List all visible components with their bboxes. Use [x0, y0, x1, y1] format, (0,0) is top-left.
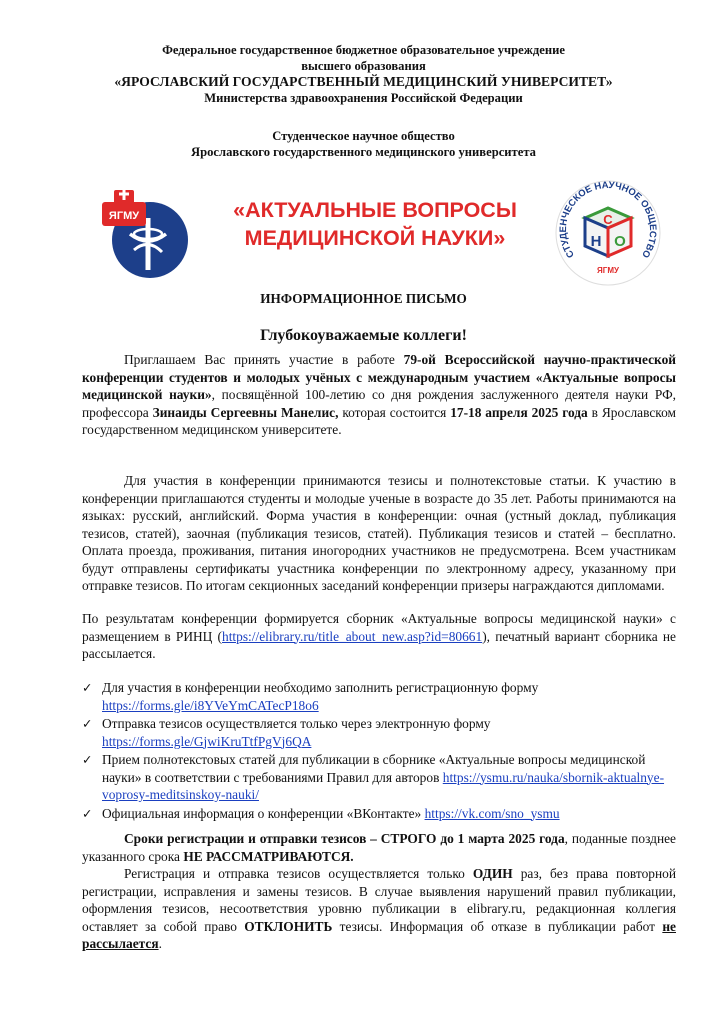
- author-rules-link[interactable]: https://ysmu.ru/nauka/sbornik-aktualnye-voprosy-meditsinskoy-nauki/: [102, 769, 665, 802]
- proceedings-paragraph: [82, 610, 676, 663]
- logo-text-ysmu: ЯГМУ: [108, 210, 140, 222]
- university-name: «ЯРОСЛАВСКИЙ ГОСУДАРСТВЕННЫЙ МЕДИЦИНСКИЙ УНИВЕРСИТЕТ»: [114, 74, 613, 89]
- society-line-1: Студенческое научное общество: [272, 129, 455, 143]
- sno-bottom-text: ЯГМУ: [597, 266, 619, 275]
- conference-title-line-2: МЕДИЦИНСКОЙ НАУКИ»: [244, 226, 506, 250]
- conference-title-line-1: «АКТУАЛЬНЫЕ ВОПРОСЫ: [233, 198, 517, 222]
- sno-letter-o: О: [614, 233, 626, 250]
- ysmu-logo: [100, 188, 192, 280]
- sno-ring-text: СТУДЕНЧЕСКОЕ НАУЧНОЕ ОБЩЕСТВО: [557, 179, 659, 260]
- elibrary-link[interactable]: https://elibrary.ru/title_about_new.asp?id=80661: [222, 628, 483, 644]
- checkmark-icon: ✓: [82, 680, 93, 695]
- p1-text-4: в Ярославском государственном медицинском университете.: [82, 404, 676, 437]
- header-line-1: Федеральное государственное бюджетное образовательное учреждение: [162, 43, 565, 57]
- p1-text-2: , посвящённой 100-летию со дня рождения заслуженного деятеля науки РФ, профессора: [82, 387, 676, 420]
- deadline-paragraph: [82, 830, 676, 865]
- p5-text-3: тезисы. Информация об отказе в публикации работ: [332, 918, 663, 934]
- greeting: Глубокоуважаемые коллеги!: [260, 327, 467, 344]
- p1-professor-name: Зинаиды Сергеевны Манелис,: [152, 404, 339, 420]
- checkmark-icon: ✓: [82, 752, 93, 767]
- checkmark-icon: ✓: [82, 716, 93, 731]
- list-item-text: Прием полнотекстовых статей для публикации в сборнике «Актуальные вопросы медицинской науки» в соответствии с требованиями Правил для авторов: [102, 752, 646, 785]
- list-item-text: Отправка тезисов осуществляется только через электронную форму: [102, 716, 491, 731]
- conference-title: [200, 196, 550, 252]
- once-text: ОДИН: [472, 866, 513, 881]
- list-item: [82, 751, 676, 804]
- p3-text-2: ), печатный вариант сборника не рассылается.: [82, 628, 676, 661]
- abstract-form-link[interactable]: https://forms.gle/GjwiKruTtfPgVj6QA: [102, 733, 312, 749]
- sno-letter-s: С: [603, 212, 613, 227]
- invitation-paragraph: [82, 351, 676, 439]
- list-item: [82, 679, 676, 714]
- list-item-text: Официальная информация о конференции «ВКонтакте»: [102, 805, 425, 821]
- p1-dates: 17-18 апреля 2025 года: [450, 404, 588, 420]
- p5-text-2: раз, без права повторной регистрации, исправления и замены тезисов. В случае выявления нарушений правил публикации, оформления тезисов, несоответствия уровню публикации в elibrary.ru, редакционная коллегия оставляет за собой право: [82, 866, 676, 934]
- deadline-text: Сроки регистрации и отправки тезисов – СТРОГО до 1 марта 2025 года: [124, 831, 565, 846]
- p4-text-1: , поданные позднее указанного срока: [82, 831, 676, 864]
- checkmark-icon: ✓: [82, 805, 93, 821]
- participation-paragraph: Для участия в конференции принимаются тезисы и полнотекстовые статьи. К участию в конференции приглашаются студенты и молодые ученые в возрасте до 35 лет. Работы принимаются на языках: русский, английский. Форма участия в конференции: очная (устный доклад, публикация тезисов, статей), заочная (публикация тезисов, статей). Публикация тезисов и статей – бесплатно. Оплата проезда, проживания, питания иногородних участников не предусмотрена. Всем участникам будут отправлены сертификаты участника конференции по электронному адресу, указанному при отправке тезисов. По итогам секционных заседаний конференции призеры награждаются дипломами.: [82, 473, 676, 593]
- p5-text-1: Регистрация и отправка тезисов осуществляется только: [124, 866, 473, 881]
- ministry-line: Министерства здравоохранения Российской Федерации: [204, 91, 523, 105]
- p5-text-4: .: [158, 936, 162, 951]
- header-line-2: высшего образования: [301, 59, 426, 73]
- submission-rules-paragraph: [82, 865, 676, 953]
- list-item-text: Для участия в конференции необходимо заполнить регистрационную форму: [102, 680, 539, 695]
- not-considered-text: НЕ РАССМАТРИВАЮТСЯ.: [183, 848, 354, 864]
- list-item: [82, 805, 676, 823]
- university-header: [60, 42, 667, 106]
- registration-form-link[interactable]: https://forms.gle/i8YVeYmCATecP18o6: [102, 697, 319, 713]
- reject-text: ОТКЛОНИТЬ: [244, 918, 333, 934]
- society-line-2: Ярославского государственного медицинского университета: [191, 145, 536, 159]
- requirements-list: [82, 679, 676, 823]
- student-society-header: [60, 128, 667, 160]
- letter-type-heading: ИНФОРМАЦИОННОЕ ПИСЬМО: [260, 291, 467, 306]
- list-item: [82, 715, 676, 750]
- p1-conference-name: 79-ой Всероссийской научно-практической конференции студентов и молодых учёных с международным участием «Актуальные вопросы медицинской науки»: [82, 352, 676, 402]
- sno-letter-n: Н: [590, 233, 602, 250]
- p1-text-3: которая состоится: [338, 404, 451, 420]
- p3-text-1: По результатам конференции формируется сборник «Актуальные вопросы медицинской науки» с размещением в РИНЦ (: [82, 611, 676, 644]
- sno-logo: [553, 178, 663, 288]
- vk-link[interactable]: https://vk.com/sno_ysmu: [424, 805, 560, 821]
- p1-text-1: Приглашаем Вас принять участие в работе: [124, 352, 404, 367]
- not-sent-text: не рассылается: [82, 918, 676, 951]
